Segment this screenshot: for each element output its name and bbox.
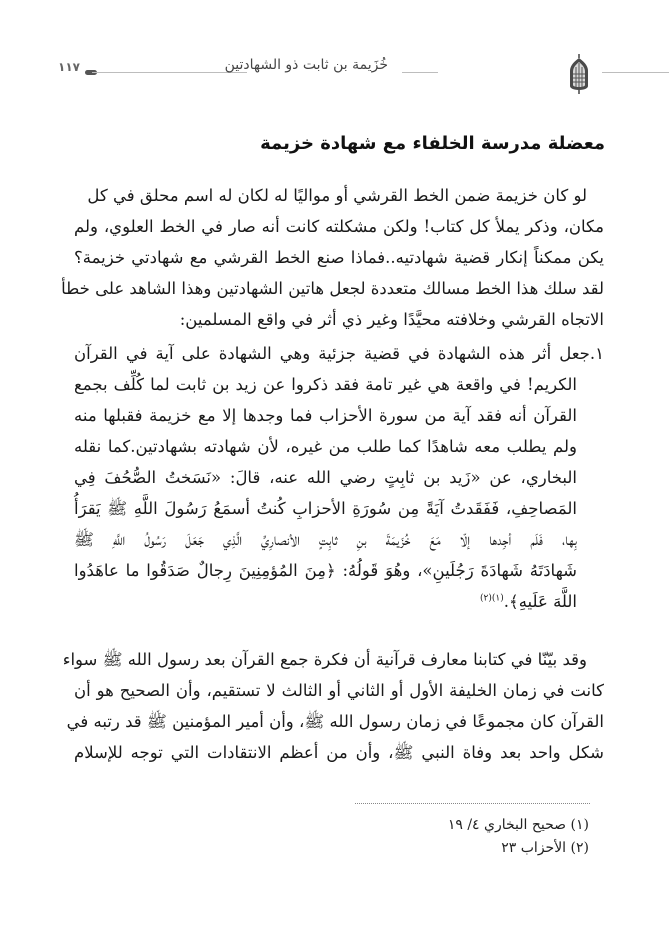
text-line: كانت في زمان الخليفة الأول أو الثاني أو الثالث لا تستقيم، وأن الصحيح هو أن <box>74 681 604 700</box>
text-line: مكان، وذكر يملأ كل كتاب! ولكن مشكلته كانت أنه صار في الخط العلوي، ولم <box>74 217 604 236</box>
text-line: ولم يطلب معه شاهدًا كما طلب من غيره، لأن شهادته بشهادتين.كما نقله <box>74 437 577 456</box>
footnote-separator <box>355 803 590 804</box>
footnote-refs[interactable]: (١)(٢) <box>480 593 504 604</box>
page-number: ١١٧ <box>58 60 80 74</box>
text-line: الاتجاه القرشي وخلافته محيَّدًا وغير ذي أثر في واقع المسلمين: <box>179 310 604 329</box>
text-line: القرآن كان مجموعًا في زمان رسول الله ﷺ، وأن أمير المؤمنين ﷺ قد رتبه في <box>66 712 604 731</box>
header-rule-right <box>602 72 669 73</box>
running-title: خُزَيمة بن ثابت ذو الشهادتين <box>224 57 388 73</box>
text-line: شكل واحد بعد وفاة النبي ﷺ، وأن من أعظم الانتقادات التي توجه للإسلام <box>74 743 604 762</box>
lantern-ornament-icon <box>568 54 590 94</box>
text-line: وقد بيّنّا في كتابنا معارف قرآنية أن فكرة جمع القرآن بعد رسول الله ﷺ سواء <box>62 650 587 669</box>
text-line: القرآن أنه فقد آية من سورة الأحزاب فما وجدها إلا مع خزيمة فقبلها منه <box>74 406 577 425</box>
text-line: يكن ممكناً إنكار قضية شهادتيه..فماذا صنع الخط القرشي مع شهادتي خزيمة؟ <box>74 248 604 267</box>
text-line-with-refs <box>480 592 577 611</box>
text-line: اللَّهَ عَلَيهِ﴾. <box>503 592 577 611</box>
footnote-2 <box>501 840 589 856</box>
text-line: لو كان خزيمة ضمن الخط القرشي أو مواليًا له لكان له اسم محلق في كل <box>87 186 587 205</box>
footnote-1 <box>448 817 589 833</box>
text-line: المَصاحِفِ، فَفَقَدتُ آيَةً مِن سُورَةِ الأحزابِ كُنتُ أسمَعُ رَسُولَ اللَّهِ ﷺ يَقرَأُ <box>74 499 577 518</box>
section-heading: معضلة مدرسة الخلفاء مع شهادة خزيمة <box>260 133 605 154</box>
text-line: الكريم! في واقعة هي غير تامة فقد ذكروا عن زيد بن ثابت لما كُلِّف بجمع <box>74 375 577 394</box>
text-line: لقد سلك هذا الخط مسالك متعددة لجعل هاتين الشهادتين وهذا الشاهد على خطأ <box>61 279 604 298</box>
text-line: ١.جعل أثر هذه الشهادة في قضية جزئية وهي الشهادة على آية في القرآن <box>74 344 604 363</box>
footnote-marker: (١) <box>570 817 589 833</box>
footnote-marker: (٢) <box>570 840 589 856</box>
text-line: البخاري، عن «زَيد بن ثابِتٍ رضي الله عنه، قالَ: «نَسَختُ الصُّحُفَ فِي <box>74 468 577 487</box>
footnote-text: صحيح البخاري ٤/ ١٩ <box>447 817 567 833</box>
text-line: بِها، فَلَم أجِدها إلّا مَعَ خُزَيمَةَ بنِ ثابِتٍ الأنصارِيِّ الَّذِي جَعَلَ رَسُولُ اللَّهِ ﷺ <box>74 530 577 549</box>
page-header <box>0 50 669 100</box>
text-line: شَهادَتَهُ شَهادَةَ رَجُلَينِ»، وهُوَ قَولُهُ: ﴿مِنَ المُؤمِنِينَ رِجالٌ صَدَقُوا ما عاهَدُوا <box>74 561 577 580</box>
header-rule-middle <box>402 72 438 73</box>
footnote-text: الأحزاب ٢٣ <box>501 840 567 856</box>
header-rule-left <box>92 72 247 73</box>
